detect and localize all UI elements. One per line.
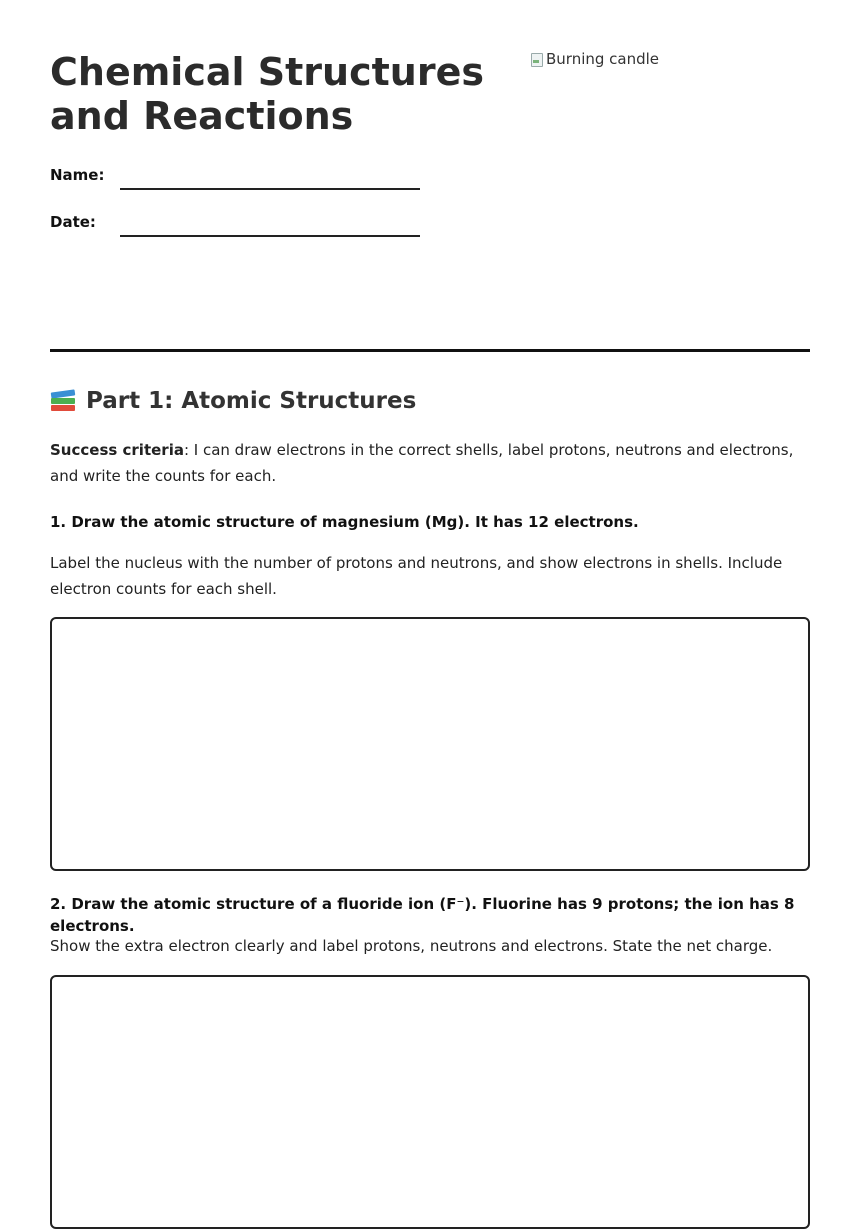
- name-input-line[interactable]: [120, 188, 420, 190]
- candle-image: [530, 50, 659, 68]
- part1-heading-text: Part 1: Atomic Structures: [86, 388, 417, 414]
- broken-image-icon: [530, 51, 544, 67]
- success-criteria: [50, 437, 810, 489]
- books-icon: [50, 388, 76, 414]
- question-1-answer-box[interactable]: [50, 617, 810, 871]
- question-2-description: Show the extra electron clearly and label protons, neutrons and electrons. State the net charge.: [50, 937, 773, 955]
- date-input-line[interactable]: [120, 235, 420, 237]
- question-1-description: Label the nucleus with the number of protons and neutrons, and show electrons in shells. Include electron counts for each shell.: [50, 554, 783, 598]
- date-field: [50, 213, 420, 231]
- success-criteria-label: Success criteria: [50, 441, 184, 459]
- date-label: Date:: [50, 213, 96, 231]
- question-1-title: 1. Draw the atomic structure of magnesium (Mg). It has 12 electrons.: [50, 513, 639, 531]
- part1-heading: [50, 388, 416, 414]
- name-field: [50, 166, 420, 184]
- question-2-answer-box[interactable]: [50, 975, 810, 1229]
- candle-image-alt: Burning candle: [546, 50, 660, 68]
- name-label: Name:: [50, 166, 105, 184]
- section-divider: [50, 349, 810, 352]
- question-2-title: 2. Draw the atomic structure of a fluoride ion (F⁻). Fluorine has 9 protons; the ion has 8 electrons.: [50, 895, 795, 935]
- success-criteria-text: : I can draw electrons in the correct shells, label protons, neutrons and electrons, and write the counts for each.: [50, 441, 794, 485]
- page-title: Chemical Structures and Reactions: [50, 50, 484, 138]
